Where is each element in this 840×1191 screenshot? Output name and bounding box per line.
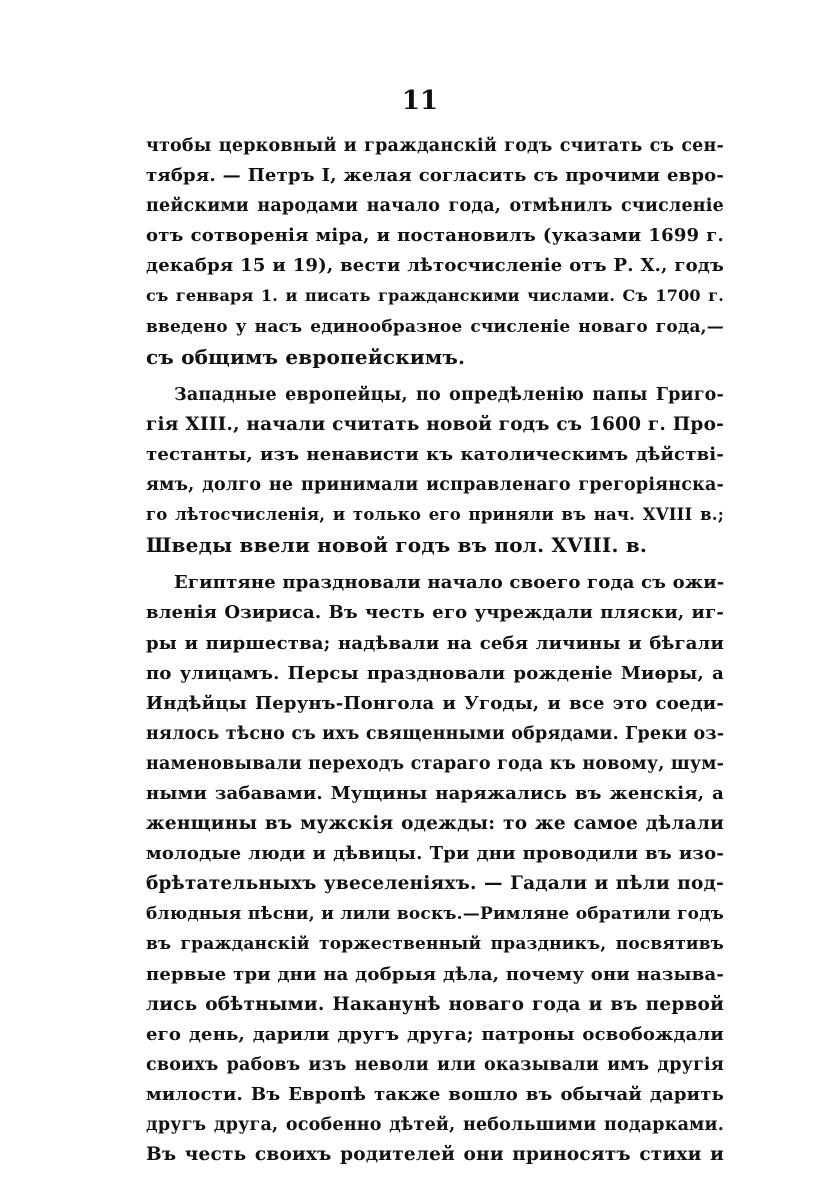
- text-line: чтобы церковный и гражданскій годъ считать съ сен-: [146, 136, 724, 156]
- text-line: нялось тѣсно съ ихъ священными обрядами. Греки оз-: [146, 723, 725, 744]
- text-line: своихъ рабовъ изъ неволи или оказывали имъ другія: [146, 1054, 724, 1075]
- text-line: женщины въ мужскія одежды: то же самое дѣлали: [146, 813, 724, 835]
- text-line: Шведы ввели новой годъ въ пол. XVIII. в.: [146, 533, 648, 558]
- text-line: ямъ, долго не принимали исправленаго грегоріянска-: [146, 475, 724, 496]
- text-line: его день, дарили другъ друга; патроны освобождали: [146, 1023, 724, 1045]
- text-line: Западные европейцы, по опредѣленію папы Григо-: [174, 384, 724, 405]
- text-line: наменовывали переходъ стараго года къ новому, шум-: [146, 753, 725, 774]
- text-line: милости. Въ Европѣ также вошло въ обычай дарить: [146, 1083, 724, 1105]
- text-line: го лѣтосчисленія, и только его приняли въ нач. XVIII в.;: [146, 505, 724, 525]
- text-line: съ общимъ европейскимъ.: [146, 344, 466, 369]
- text-line: отъ сотворенія міра, и постановилъ (указами 1699 г.: [146, 225, 724, 247]
- text-line: декабря 15 и 19), вести лѣтосчисленіе отъ Р. Х., годъ: [146, 255, 724, 277]
- text-line: Индѣйцы Перунъ-Понгола и Угоды, и все это соеди-: [146, 692, 724, 714]
- text-line: пейскими народами начало года, отмѣнилъ счисленіе: [146, 196, 724, 217]
- text-line: лись обѣтными. Наканунѣ новаго года и въ первой: [146, 993, 724, 1015]
- text-line: гія XIII., начали считать новой годъ съ 1600 г. Про-: [146, 413, 724, 435]
- paragraph-2: [146, 380, 724, 561]
- text-line: тября. — Петръ I, желая согласить съ прочими евро-: [146, 165, 724, 187]
- text-line: Египтяне праздновали начало своего года съ ожи-: [174, 572, 725, 594]
- text-line: тестанты, изъ ненависти къ католическимъ дѣйстві-: [146, 443, 724, 465]
- text-line: Въ честь своихъ родителей они приносятъ стихи и: [146, 1144, 724, 1166]
- text-line: ры и пиршества; надѣвали на себя личины и бѣгали: [146, 632, 724, 654]
- text-line: блюдныя пѣсни, и лили воскъ.—Римляне обратили годъ: [146, 904, 724, 925]
- paragraph-3: [146, 568, 724, 1170]
- paragraph-gap: [146, 372, 724, 380]
- body-text: [146, 131, 724, 1170]
- text-line: молодые люди и дѣвицы. Три дни проводили въ изо-: [146, 843, 724, 865]
- text-line: вленія Озириса. Въ честь его учреждали пляски, иг-: [146, 602, 724, 624]
- text-line: введено у насъ единообразное счисленіе новаго года,—: [146, 316, 724, 337]
- text-line: съ генваря 1. и писать гражданскими числами. Съ 1700 г.: [146, 286, 724, 306]
- text-line: брѣтательныхъ увеселеніяхъ. — Гадали и пѣли под-: [146, 873, 724, 895]
- text-line: ными забавами. Мущины наряжались въ женскія, а: [146, 782, 724, 804]
- text-line: въ гражданскій торжественный праздникъ, посвятивъ: [146, 934, 724, 955]
- page-number: 11: [401, 86, 439, 116]
- paragraph-gap: [146, 560, 724, 568]
- text-line: первые три дни на добрыя дѣла, почему они называ-: [146, 963, 724, 985]
- text-line: другъ друга, особенно дѣтей, небольшими подарками.: [146, 1115, 724, 1135]
- paragraph-1: [146, 131, 724, 372]
- text-line: по улицамъ. Персы праздновали рожденіе Миѳры, а: [146, 662, 724, 684]
